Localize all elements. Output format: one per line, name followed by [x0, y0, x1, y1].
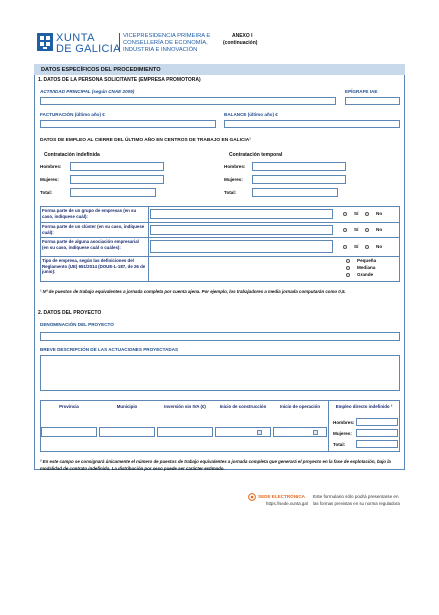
actividad-input[interactable]: [40, 97, 336, 105]
temp-hombres-input[interactable]: [252, 162, 346, 171]
calendar-icon[interactable]: [313, 430, 318, 435]
asociacion-input[interactable]: [150, 240, 333, 253]
tipo-label: Tipo de empresa, según las definiciones del Reglamento (UE) 651/2014 (DOUE-L-187, de 26 de junio):: [42, 258, 146, 274]
header-divider: [119, 33, 120, 52]
inicio-construccion-input[interactable]: [215, 427, 271, 437]
cluster-no-radio[interactable]: [365, 228, 369, 232]
grupo-si-label: Sí: [354, 211, 359, 216]
tipo-grande-label: Grande: [357, 272, 374, 277]
dept-line2: CONSELLERÍA DE ECONOMÍA,: [123, 40, 208, 46]
temp-mujeres-label: Mujeres:: [224, 177, 243, 182]
breve-label: BREVE DESCRIPCIÓN DE LAS ACTUACIONES PROYECTADAS: [40, 347, 179, 352]
cluster-label: Forma parte de un clúster (en su caso, indíquese cuál):: [42, 224, 145, 235]
proj-total-input[interactable]: [356, 440, 398, 448]
empleo-title: DATOS DE EMPLEO AL CIERRE DEL ÚLTIMO AÑO EN CENTROS DE TRABAJO EN GALICIA¹: [40, 138, 251, 143]
grupo-no-label: No: [376, 211, 383, 216]
col-empleo: Empleo directo indefinido ²: [335, 404, 393, 409]
tipo-mediana-radio[interactable]: [346, 266, 350, 270]
temp-hombres-label: Hombres:: [224, 164, 246, 169]
denominacion-label: DENOMINACIÓN DEL PROYECTO: [40, 322, 114, 327]
inversion-input[interactable]: [157, 427, 213, 437]
asociacion-si-radio[interactable]: [343, 245, 347, 249]
indefinida-label: Contratación indefinida: [44, 152, 100, 158]
temp-total-label: Total:: [224, 190, 237, 195]
provincia-input[interactable]: [41, 427, 97, 437]
indef-hombres-label: Hombres:: [40, 164, 62, 169]
proj-hombres-input[interactable]: [356, 418, 398, 426]
epigrafe-input[interactable]: [345, 97, 400, 105]
tipo-grande-radio[interactable]: [346, 273, 350, 277]
col-inicio-construccion: Inicio de construcción: [219, 404, 267, 409]
inicio-operacion-input[interactable]: [273, 427, 327, 437]
actividad-label: ACTIVIDAD PRINCIPAL (según CNAE 2009): [40, 89, 135, 94]
balance-input[interactable]: [224, 120, 400, 128]
grupo-label: Forma parte de un grupo de empresas (en su caso, indíquese cuál):: [42, 208, 137, 219]
temp-total-input[interactable]: [252, 188, 338, 197]
denominacion-input[interactable]: [40, 332, 400, 341]
proj-hombres-label: Hombres:: [333, 420, 355, 425]
indef-hombres-input[interactable]: [70, 162, 164, 171]
annex-subtitle: (continuación): [223, 40, 258, 46]
col-inversion: Inversión sin IVA (€): [164, 404, 206, 409]
col-inicio-operacion: Inicio de operación: [279, 404, 320, 409]
logo-line2: DE GALICIA: [56, 43, 121, 55]
section1-footnote: ¹ Nº de puestos de trabajo equivalentes a jornada completa por cuenta ajena. Por ejemplo, los trabajadores a media jornada computarán como 0,5.: [40, 289, 346, 294]
grupo-input[interactable]: [150, 209, 333, 219]
cluster-si-radio[interactable]: [343, 228, 347, 232]
asociacion-si-label: Sí: [354, 244, 359, 249]
cluster-si-label: Sí: [354, 227, 359, 232]
cluster-no-label: No: [376, 227, 383, 232]
section2-title: 2. DATOS DEL PROYECTO: [38, 310, 102, 316]
col-provincia: Provincia: [59, 404, 79, 409]
breve-textarea[interactable]: [40, 355, 400, 391]
temporal-label: Contratación temporal: [229, 152, 283, 158]
indef-total-input[interactable]: [70, 188, 156, 197]
proj-mujeres-input[interactable]: [356, 429, 398, 437]
indef-total-label: Total:: [40, 190, 53, 195]
facturacion-label: FACTURACIÓN (último año) €: [40, 112, 105, 117]
sede-text: Este formulario sólo podrá presentarse en: [313, 494, 399, 499]
dept-line3: INDUSTRIA E INNOVACIÓN: [123, 47, 198, 53]
proj-mujeres-label: Mujeres:: [333, 431, 352, 436]
temp-mujeres-input[interactable]: [252, 175, 346, 184]
col-municipio: Municipio: [116, 404, 138, 409]
asociacion-no-label: No: [376, 244, 383, 249]
proj-total-label: Total:: [333, 442, 346, 447]
sede-label: SEDE ELECTRÓNICA: [258, 494, 305, 499]
dept-line1: VICEPRESIDENCIA PRIMEIRA E: [123, 33, 211, 39]
section1-title: 1. DATOS DE LA PERSONA SOLICITANTE (EMPRESA PROMOTORA): [38, 77, 201, 83]
tipo-pequena-label: Pequeña: [357, 258, 377, 263]
grupo-si-radio[interactable]: [343, 212, 347, 216]
asociacion-label: Forma parte de alguna asociación empresarial (en su caso, indíquese cuál o cuáles):: [42, 239, 139, 250]
indef-mujeres-input[interactable]: [70, 175, 164, 184]
calendar-icon[interactable]: [257, 430, 262, 435]
xunta-logo-icon: [37, 33, 53, 51]
balance-label: BALANCE (último año) €: [224, 112, 278, 117]
municipio-input[interactable]: [99, 427, 155, 437]
asociacion-no-radio[interactable]: [365, 245, 369, 249]
indef-mujeres-label: Mujeres:: [40, 177, 59, 182]
grupo-no-radio[interactable]: [365, 212, 369, 216]
facturacion-input[interactable]: [40, 120, 216, 128]
cluster-input[interactable]: [150, 225, 333, 235]
annex-title: ANEXO I: [232, 33, 253, 39]
tipo-pequena-radio[interactable]: [346, 259, 350, 263]
tipo-mediana-label: Mediana: [357, 265, 376, 270]
epigrafe-label: EPÍGRAFE IAE: [345, 89, 378, 94]
logo-line1: XUNTA: [56, 32, 95, 44]
sede-electronica-icon: [248, 493, 256, 501]
sede-url[interactable]: https://sede.xunta.gal: [266, 501, 308, 506]
main-title: DATOS ESPECÍFICOS DEL PROCEDIMIENTO: [41, 66, 161, 73]
sede-text2: las formas previstas en su norma reguladora: [313, 501, 400, 506]
section2-footnote: ² En este campo se consignará únicamente el número de puestos de trabajo equivalentes a jornada completa que generará el proyecto en la fase de explotación, bajo la modalidad de contrato indefinido. La distribución por sexo puede ser carácter estimado.: [40, 459, 391, 471]
